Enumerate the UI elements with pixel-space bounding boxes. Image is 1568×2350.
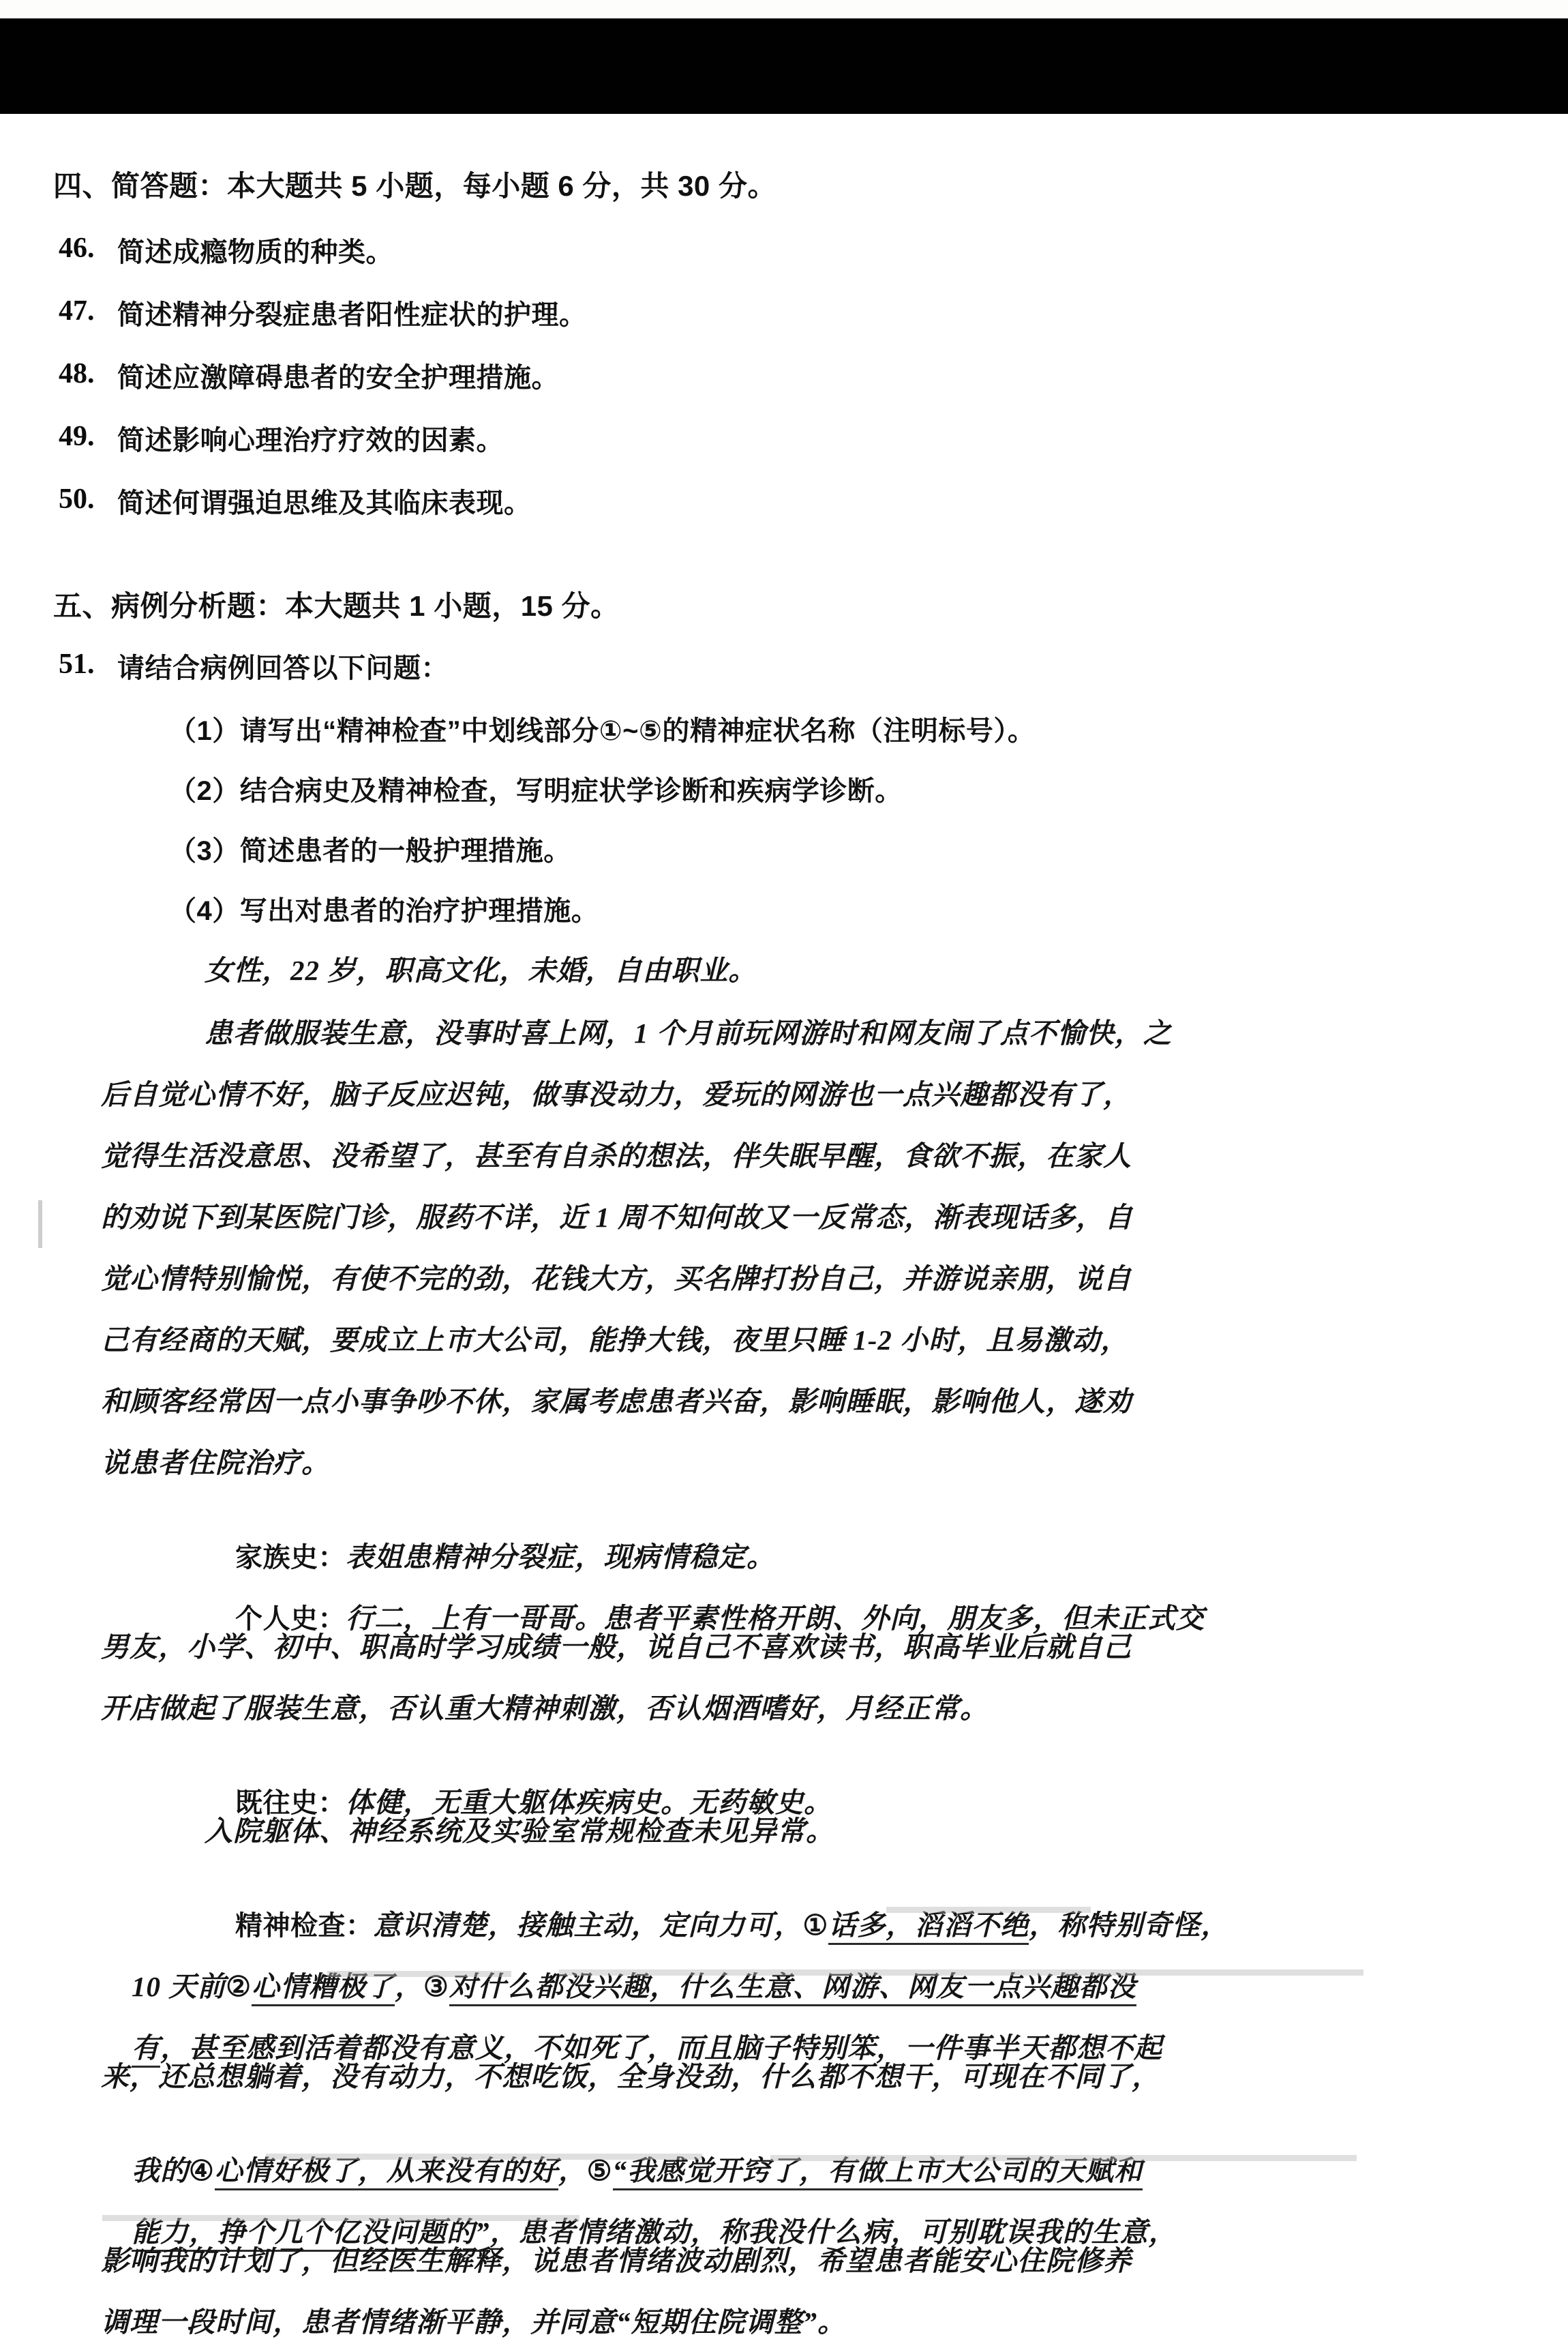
question-48-number: 48. — [59, 358, 95, 389]
question-49-number: 49. — [59, 421, 95, 452]
section-four-heading: 四、简答题：本大题共 5 小题，每小题 6 分，共 30 分。 — [53, 170, 777, 202]
sub-question-2: （2）结合病史及精神检查，写明症状学诊断和疾病学诊断。 — [169, 776, 903, 806]
marker-circle-5: ⑤ — [586, 2155, 613, 2186]
underlined-symptom-3: 对什么都没兴趣，什么生意、网游、网友一点兴趣都没 — [449, 1971, 1136, 2006]
scan-ghost-underline-6 — [102, 2215, 579, 2221]
question-46-text: 简述成瘾物质的种类。 — [117, 237, 393, 267]
mental-exam-line-8: 调理一段时间，患者情绪渐平静，并同意“短期住院调整”。 — [101, 2306, 846, 2338]
mental-exam-line-7: 影响我的计划了，但经医生解释，说患者情绪波动剧烈，希望患者能安心住院修养 — [101, 2245, 1132, 2276]
question-51-number: 51. — [59, 649, 95, 680]
scan-ghost-underline-5 — [770, 2155, 1357, 2161]
sub-question-3: （3）简述患者的一般护理措施。 — [169, 836, 571, 866]
question-49-text: 简述影响心理治疗疗效的因素。 — [117, 426, 504, 456]
mental-exam-comma-1: ， — [395, 1971, 424, 2002]
case-personal-history-line-3: 开店做起了服装生意，否认重大精神刺激，否认烟酒嗜好，月经正常。 — [101, 1693, 989, 1724]
scan-black-band-top — [0, 18, 1568, 114]
case-past-history-text: 体健，无重大躯体疾病史。无药敏史。 — [346, 1787, 832, 1818]
question-50-text: 简述何谓强迫思维及其临床表现。 — [117, 488, 532, 518]
case-admission-exam: 入院躯体、神经系统及实验室常规检查未见异常。 — [205, 1815, 834, 1847]
case-personal-history-line-1: 行二，上有一哥哥。患者平素性格开朗、外向，朋友多，但未正式交 — [346, 1603, 1205, 1634]
question-47-text: 简述精神分裂症患者阳性症状的护理。 — [117, 300, 587, 330]
question-46-number: 46. — [59, 233, 95, 264]
scan-ghost-underline-1 — [886, 1907, 1091, 1913]
underlined-symptom-1: 话多，滔滔不绝 — [828, 1909, 1029, 1945]
case-present-illness-line-7: 和顾客经常因一点小事争吵不休，家属考虑患者兴奋，影响睡眠，影响他人，遂劝 — [101, 1386, 1132, 1417]
question-48-text: 简述应激障碍患者的安全护理措施。 — [117, 363, 559, 393]
underlined-symptom-5: “我感觉开窍了，有做上市大公司的天赋和 — [613, 2155, 1143, 2190]
marker-circle-2: ② — [226, 1971, 252, 2002]
mental-exam-seg-plain: 意识清楚，接触主动，定向力可， — [373, 1909, 803, 1941]
marker-circle-3: ③ — [423, 1971, 449, 2002]
mental-exam-label: 精神检查： — [235, 1910, 374, 1941]
mental-exam-line-6-rest: ，患者情绪激动，称我没什么病，可别耽误我的生意， — [489, 2216, 1177, 2248]
case-present-illness-line-8: 说患者住院治疗。 — [101, 1447, 330, 1478]
mental-exam-line-5-prefix: 我的 — [132, 2155, 189, 2186]
mental-exam-seg-plain-2: ，称特别奇怪， — [1029, 1909, 1230, 1941]
mental-exam-time-prefix: 10 天前 — [132, 1971, 226, 2002]
case-present-illness-line-2: 后自觉心情不好，脑子反应迟钝，做事没动力，爱玩的网游也一点兴趣都没有了， — [101, 1079, 1132, 1110]
question-50-number: 50. — [59, 484, 95, 515]
question-51-stem: 请结合病例回答以下问题： — [117, 653, 449, 683]
underlined-symptom-3-cont: 有 — [132, 2032, 160, 2068]
marker-circle-4: ④ — [189, 2155, 215, 2186]
sub-question-1: （1）请写出“精神检查”中划线部分①~⑤的精神症状名称（注明标号）。 — [169, 716, 1036, 746]
case-present-illness-line-1: 患者做服装生意，没事时喜上网，1 个月前玩网游时和网友闹了点不愉快，之 — [205, 1017, 1172, 1049]
case-family-history-label: 家族史： — [235, 1542, 346, 1573]
scan-ghost-underline-3 — [559, 1969, 1363, 1976]
marker-circle-1: ① — [802, 1909, 829, 1941]
underlined-symptom-2: 心情糟极了 — [252, 1971, 395, 2006]
case-present-illness-line-3: 觉得生活没意思、没希望了，甚至有自杀的想法，伴失眠早醒，食欲不振，在家人 — [101, 1140, 1132, 1172]
mental-exam-comma-2: ， — [558, 2155, 587, 2186]
case-present-illness-line-6: 己有经商的天赋，要成立上市大公司，能挣大钱，夜里只睡 1-2 小时，且易激动， — [101, 1324, 1130, 1356]
mental-exam-line-4: 来，还总想躺着，没有动力，不想吃饭，全身没劲，什么都不想干，可现在不同了， — [101, 2061, 1160, 2092]
case-past-history-label: 既往史： — [235, 1787, 346, 1818]
scan-speck-artifact — [38, 1200, 42, 1248]
scan-left-edge — [0, 114, 10, 2350]
mental-exam-line-3-rest: ，甚至感到活着都没有意义，不如死了，而且脑子特别笨，一件事半天都想不起 — [160, 2032, 1162, 2064]
case-demographics: 女性，22 岁，职高文化，未婚，自由职业。 — [205, 955, 757, 986]
case-present-illness-line-4: 的劝说下到某医院门诊，服药不详，近 1 周不知何故又一反常态，渐表现话多，自 — [101, 1202, 1133, 1233]
case-present-illness-line-5: 觉心情特别愉悦，有使不完的劲，花钱大方，买名牌打扮自己，并游说亲朋，说自 — [101, 1263, 1132, 1294]
underlined-symptom-4: 心情好极了，从来没有的好 — [215, 2155, 558, 2190]
section-five-heading: 五、病例分析题：本大题共 1 小题，15 分。 — [53, 590, 620, 622]
underlined-symptom-5-cont: 能力，挣个几个亿没问题的” — [132, 2216, 490, 2252]
scan-ghost-underline-2 — [327, 1971, 511, 1977]
scan-ghost-underline-4 — [266, 2154, 702, 2160]
case-personal-history-label: 个人史： — [235, 1603, 346, 1634]
question-47-number: 47. — [59, 295, 95, 327]
case-personal-history-line-2: 男友，小学、初中、职高时学习成绩一般，说自己不喜欢读书，职高毕业后就自己 — [101, 1631, 1132, 1663]
case-family-history-text: 表姐患精神分裂症，现病情稳定。 — [346, 1541, 775, 1573]
sub-question-4: （4）写出对患者的治疗护理措施。 — [169, 896, 599, 926]
